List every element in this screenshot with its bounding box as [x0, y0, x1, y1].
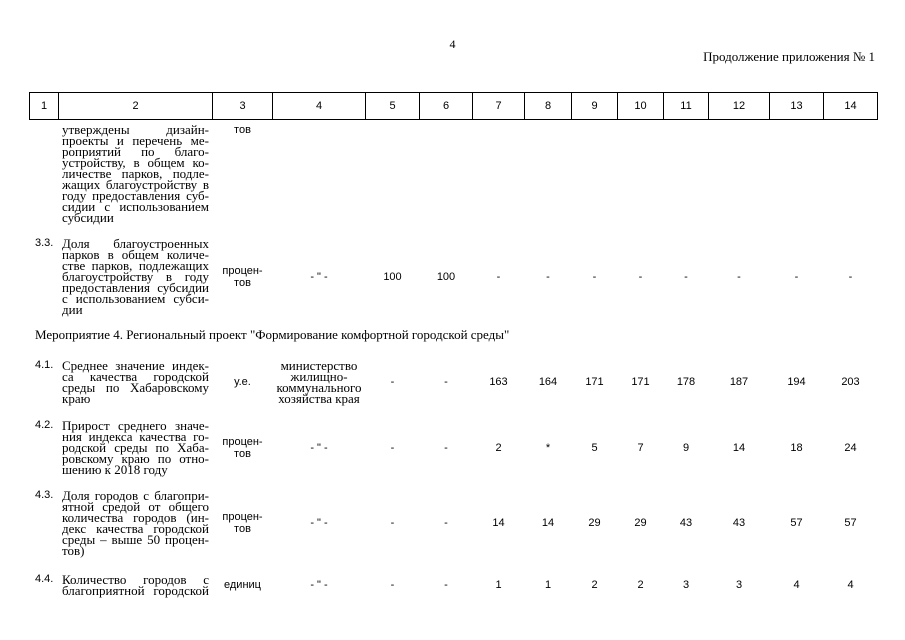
value-cell: 57	[790, 517, 803, 529]
indicator-line: субсидии	[62, 210, 114, 225]
header-cell: 3	[213, 93, 272, 119]
value-cell: 2	[495, 441, 502, 454]
value-cell: 29	[634, 517, 647, 529]
indicator-line: ния индекса качества го-	[62, 429, 209, 444]
indicator-cell	[59, 490, 212, 556]
indicator-line: среды – выше 50 процен-	[62, 532, 209, 547]
indicator-line: благоприятной городской	[62, 583, 209, 598]
responsible-cell	[273, 517, 365, 529]
responsible-cell	[273, 271, 365, 283]
value-cell: 18	[790, 441, 803, 454]
indicator-line: количества городов (ин-	[62, 510, 209, 525]
value-cell: -	[444, 376, 448, 388]
header-cell: 4	[273, 93, 365, 119]
header-cell: 14	[824, 93, 877, 119]
value-cell: -	[444, 579, 448, 591]
row-number: 4.4.	[35, 573, 54, 585]
value-cell: -	[546, 270, 550, 283]
indicator-line: среды по Хабаровскому	[62, 380, 209, 395]
indicator-line: Доля городов с благопри-	[62, 488, 209, 503]
table-row	[29, 124, 878, 223]
value-cell: 3	[735, 579, 743, 591]
unit-line: тов	[234, 523, 251, 535]
indicator-cell	[59, 420, 212, 475]
responsible-line: - " -	[310, 270, 328, 283]
table-row	[29, 420, 878, 475]
indicator-line: сидии с использованием	[62, 199, 209, 214]
table-row	[29, 238, 878, 315]
responsible-line: - " -	[310, 441, 328, 454]
unit-cell	[213, 436, 272, 460]
value-cell: -	[444, 517, 448, 529]
responsible-line: министерство	[280, 358, 358, 373]
header-cell: 8	[525, 93, 571, 119]
indicator-cell	[59, 238, 212, 315]
value-cell: -	[794, 270, 799, 283]
indicator-line: родской среды по Хаба-	[62, 440, 209, 455]
indicator-line: году предоставления суб-	[62, 188, 209, 203]
value-cell: 57	[844, 517, 857, 529]
indicator-line: устройству, в общем ко-	[62, 155, 209, 170]
value-cell: *	[545, 441, 551, 454]
header-cell: 5	[366, 93, 419, 119]
table-row	[29, 574, 878, 596]
value-cell: 3	[682, 579, 690, 591]
unit-line: тов	[234, 276, 251, 289]
indicator-cell	[59, 360, 212, 404]
page-number: 4	[449, 37, 456, 51]
responsible-line: коммунального	[276, 380, 362, 395]
indicator-cell	[59, 574, 212, 596]
header-cell: 10	[618, 93, 663, 119]
header-cell: 7	[473, 93, 524, 119]
header-cell: 6	[420, 93, 472, 119]
value-cell: 203	[841, 376, 860, 388]
indicator-line: проекты и перечень ме-	[62, 133, 209, 148]
header-cell: 2	[59, 93, 212, 119]
value-cell: 29	[588, 517, 601, 529]
responsible-line: - " -	[310, 517, 328, 529]
header-cell: 13	[770, 93, 823, 119]
section-heading: Мероприятие 4. Региональный проект "Формирование комфортной городской среды"	[35, 327, 510, 342]
indicator-line: Количество городов с	[62, 572, 209, 587]
row-number: 4.3.	[35, 489, 54, 501]
value-cell: -	[848, 270, 853, 283]
indicator-line: роприятий по благо-	[62, 144, 209, 159]
value-cell: 194	[787, 376, 806, 388]
value-cell: 171	[631, 376, 650, 388]
value-cell: -	[390, 376, 395, 388]
indicator-line: предоставления субсидии	[62, 280, 209, 295]
header-cell: 1	[30, 93, 58, 119]
responsible-line: хозяйства края	[278, 391, 360, 406]
value-cell: 43	[679, 517, 693, 529]
unit-cell	[213, 376, 272, 388]
value-cell: 178	[676, 376, 696, 388]
value-cell: 2	[637, 579, 644, 591]
header-cell: 9	[572, 93, 617, 119]
indicator-line: с использованием субси-	[62, 291, 209, 306]
row-number: 4.2.	[35, 419, 54, 431]
value-cell: 43	[732, 517, 746, 529]
responsible-line: жилищно-	[290, 369, 348, 384]
value-cell: -	[684, 270, 688, 283]
unit-cell	[213, 579, 272, 591]
value-cell: -	[390, 517, 395, 529]
responsible-cell	[273, 579, 365, 591]
unit-cell	[213, 511, 272, 535]
value-cell: -	[390, 441, 395, 454]
value-cell: 171	[585, 376, 604, 388]
responsible-cell	[273, 360, 365, 404]
value-cell: 1	[495, 579, 502, 591]
value-cell: -	[737, 270, 741, 283]
indicator-line: утверждены дизайн-	[62, 122, 209, 137]
value-cell: 14	[541, 517, 555, 529]
value-cell: 7	[637, 441, 644, 454]
table-row	[29, 360, 878, 404]
value-cell: 187	[729, 376, 749, 388]
value-cell: 14	[732, 441, 746, 454]
indicator-line: парков в общем количе-	[62, 247, 209, 262]
value-cell: 164	[538, 376, 558, 388]
indicator-line: декс качества городской	[62, 521, 209, 536]
unit-line: единиц	[224, 579, 261, 591]
indicator-line: ятной средой от общего	[62, 499, 209, 514]
unit-line: у.е.	[234, 376, 251, 388]
indicator-line: Прирост среднего значе-	[62, 418, 209, 433]
responsible-cell	[273, 442, 365, 454]
value-cell: -	[444, 441, 448, 454]
indicator-line: краю	[62, 391, 91, 406]
value-cell: 100	[383, 270, 402, 283]
value-cell: 9	[682, 441, 690, 454]
value-cell: 1	[544, 579, 552, 591]
unit-line: тов	[234, 447, 251, 460]
unit-line: тов	[234, 124, 251, 136]
unit-cell	[213, 124, 272, 136]
value-cell: 163	[489, 376, 508, 388]
header-cell: 12	[709, 93, 769, 119]
row-number: 3.3.	[35, 237, 54, 249]
indicator-line: са качества городской	[62, 369, 209, 384]
row-number: 4.1.	[35, 359, 54, 371]
unit-line: процен-	[222, 435, 263, 448]
indicator-line: Среднее значение индек-	[62, 358, 209, 373]
responsible-line: - " -	[310, 579, 328, 591]
indicator-line: тов)	[62, 543, 85, 558]
indicator-line: благоустройству в году	[62, 269, 209, 284]
unit-cell	[213, 265, 272, 289]
indicator-line: ровскому краю по отно-	[62, 451, 209, 466]
table-row	[29, 490, 878, 556]
value-cell: 4	[793, 579, 800, 591]
indicator-line: личестве парков, подле-	[62, 166, 209, 181]
indicator-line: дии	[62, 302, 83, 317]
unit-line: процен-	[222, 511, 263, 523]
value-cell: -	[638, 270, 643, 283]
value-cell: 5	[591, 441, 598, 454]
indicator-line: Доля благоустроенных	[62, 236, 209, 251]
unit-line: процен-	[222, 264, 263, 277]
value-cell: 4	[847, 579, 854, 591]
indicator-line: стве парков, подлежащих	[62, 258, 209, 273]
value-cell: 2	[591, 579, 598, 591]
value-cell: 100	[436, 270, 456, 283]
value-cell: -	[496, 270, 501, 283]
value-cell: -	[592, 270, 597, 283]
value-cell: 24	[844, 441, 857, 454]
header-cell: 11	[664, 93, 708, 119]
indicator-line: жащих благоустройству в	[62, 177, 209, 192]
value-cell: 14	[492, 517, 505, 529]
value-cell: -	[390, 579, 395, 591]
continuation-note: Продолжение приложения № 1	[703, 49, 875, 64]
indicator-cell	[59, 124, 212, 223]
indicator-line: шению к 2018 году	[62, 462, 168, 477]
